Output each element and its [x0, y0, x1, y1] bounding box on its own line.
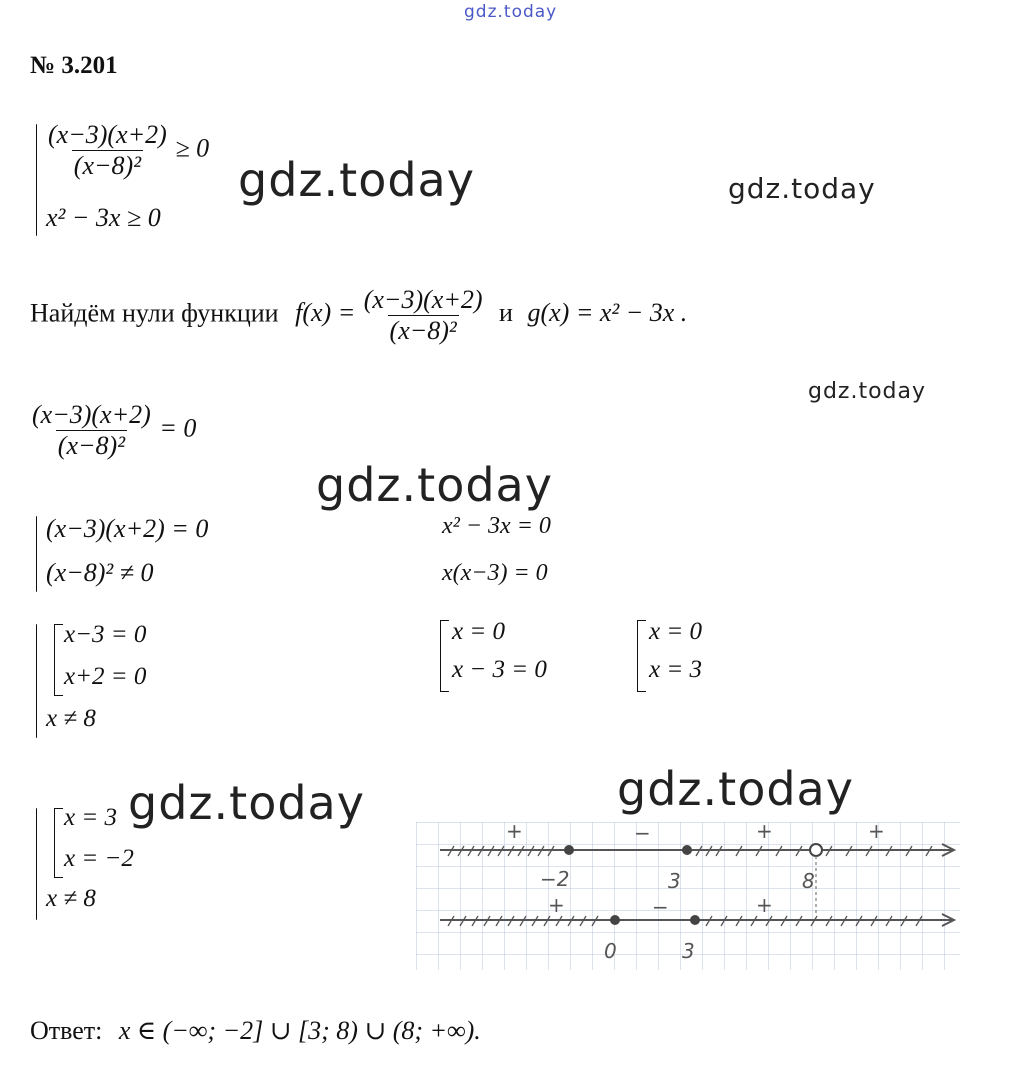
- brace: [36, 624, 37, 738]
- f-lhs: f(x) =: [295, 298, 356, 328]
- point-8-open: [810, 844, 822, 856]
- top-label: −2: [540, 867, 570, 891]
- system1-inequality: [46, 120, 209, 181]
- equation-fraction: [30, 400, 196, 461]
- bottom-sign: +: [756, 893, 773, 917]
- eq-denominator: (x−8)²: [57, 431, 125, 460]
- bottom-sign: −: [652, 895, 669, 919]
- number-line-sketch: [416, 822, 960, 970]
- sys3-line1: x−3 = 0: [64, 621, 147, 648]
- g-b2-line2: x = 3: [649, 656, 702, 683]
- top-sign: −: [634, 822, 651, 845]
- watermark: gdz.today: [128, 776, 365, 830]
- eq-numerator: (x−3)(x+2): [32, 400, 151, 429]
- sys3-line3: x ≠ 8: [46, 705, 96, 732]
- top-sign: +: [868, 822, 885, 843]
- g-b2-line1: x = 0: [649, 618, 702, 645]
- top-label: 8: [802, 869, 815, 893]
- g-definition: g(x) = x² − 3x .: [527, 298, 688, 328]
- bracket: [440, 620, 449, 692]
- bottom-sign: +: [548, 893, 565, 917]
- g-b1-line2: x − 3 = 0: [452, 656, 547, 683]
- f-denominator: (x−8)²: [389, 316, 457, 345]
- bracket: [54, 808, 63, 878]
- bottom-label: 3: [682, 939, 695, 963]
- point-minus-2: [564, 845, 574, 855]
- answer-label: Ответ:: [30, 1016, 103, 1045]
- sys2-line1: (x−3)(x+2) = 0: [46, 514, 209, 543]
- f-numerator: (x−3)(x+2): [363, 285, 483, 314]
- g-eq-line2: x(x−3) = 0: [442, 560, 548, 586]
- watermark: gdz.today: [238, 153, 475, 207]
- brace: [36, 124, 37, 236]
- brace: [36, 516, 37, 592]
- top-label: 3: [668, 869, 681, 893]
- point-3-bottom: [690, 915, 700, 925]
- bracket: [54, 624, 63, 696]
- top-sign: +: [756, 822, 773, 843]
- bottom-label: 0: [604, 939, 617, 963]
- watermark: gdz.today: [728, 172, 876, 205]
- system1-line2: x² − 3x ≥ 0: [46, 203, 161, 232]
- watermark: gdz.today: [316, 458, 553, 512]
- fraction-denominator: (x−8)²: [73, 151, 141, 180]
- answer-expression: x ∈ (−∞; −2] ∪ [3; 8) ∪ (8; +∞).: [118, 1016, 481, 1045]
- relation: ≥ 0: [175, 133, 210, 163]
- bracket: [637, 620, 646, 692]
- top-sign: +: [506, 822, 523, 843]
- sys4-line1: x = 3: [64, 804, 117, 831]
- point-0: [610, 915, 620, 925]
- sys4-line3: x ≠ 8: [46, 885, 96, 912]
- sys2-line2: (x−8)² ≠ 0: [46, 558, 154, 587]
- point-3-top: [682, 845, 692, 855]
- watermark: gdz.today: [808, 379, 927, 404]
- sentence-lead: Найдём нули функции: [30, 298, 279, 328]
- fraction-numerator: (x−3)(x+2): [48, 120, 167, 149]
- conjunction: и: [499, 298, 513, 328]
- problem-number: № 3.201: [30, 52, 118, 79]
- g-eq-line1: x² − 3x = 0: [442, 513, 551, 539]
- brace: [36, 808, 37, 920]
- zeros-sentence: [30, 285, 687, 346]
- g-b1-line1: x = 0: [452, 618, 505, 645]
- sys3-line2: x+2 = 0: [64, 663, 147, 690]
- watermark-top: gdz.today: [464, 2, 558, 22]
- watermark: gdz.today: [617, 762, 854, 816]
- answer: [30, 1016, 481, 1046]
- sys4-line2: x = −2: [64, 845, 134, 872]
- eq-rhs: = 0: [159, 413, 197, 443]
